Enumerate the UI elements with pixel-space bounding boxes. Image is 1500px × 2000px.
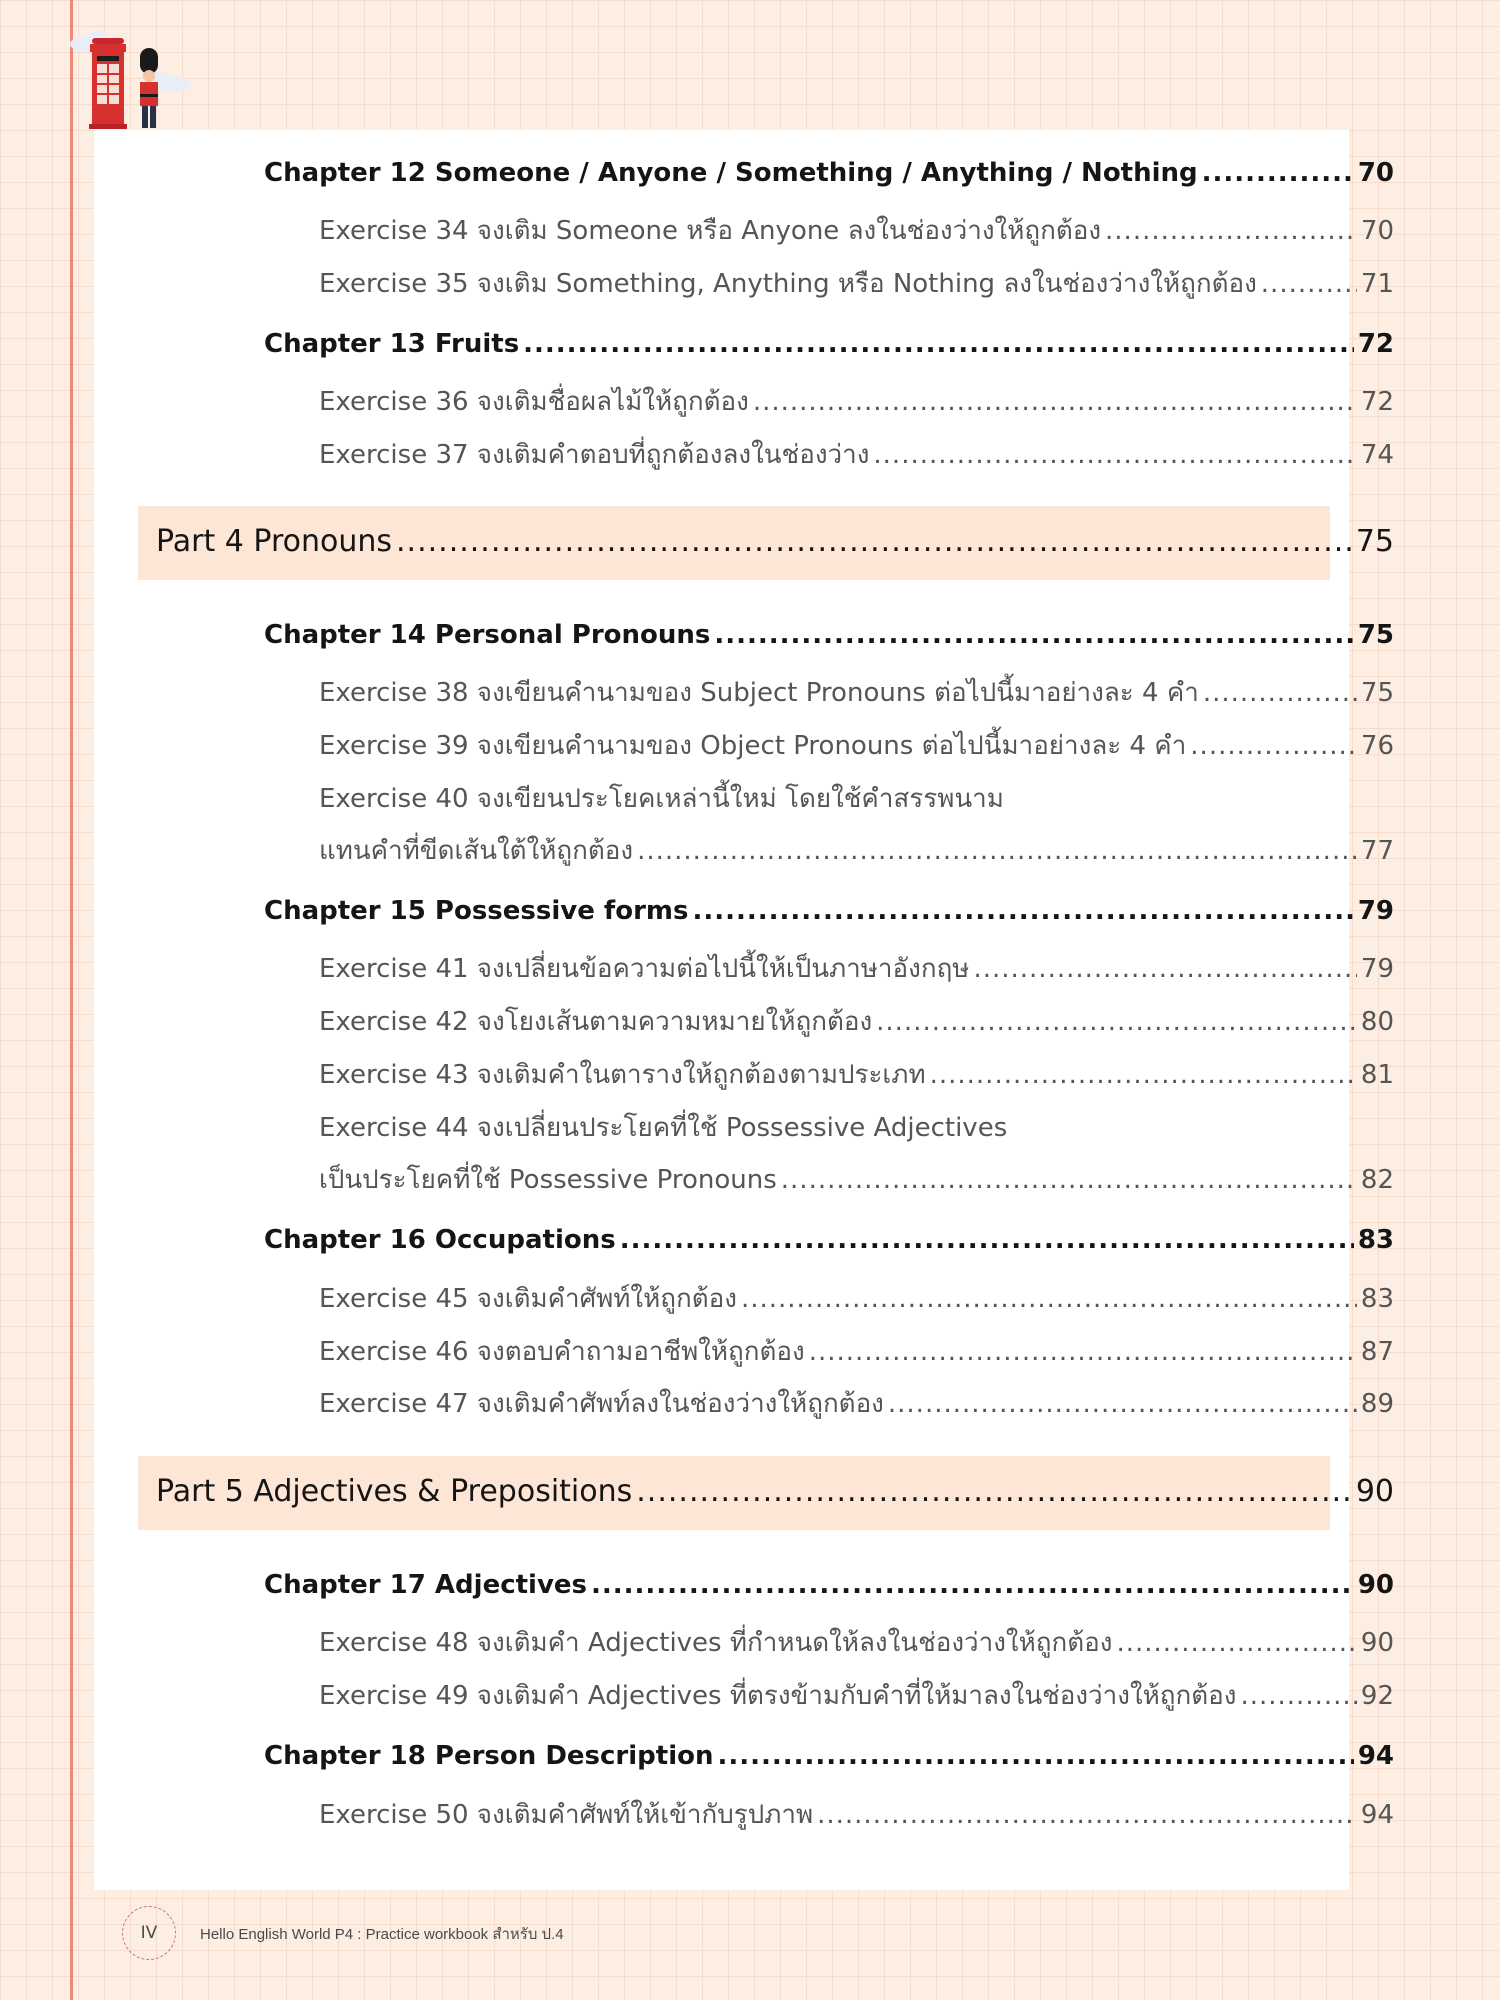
toc-exercise-42[interactable] (319, 1001, 1394, 1042)
dot-leader (741, 1284, 1357, 1314)
entry-label: Exercise 46 จงตอบคำถามอาชีพให้ถูกต้อง (319, 1337, 805, 1367)
dot-leader (1261, 269, 1357, 299)
dot-leader (753, 387, 1357, 417)
toc-exercise-46[interactable] (319, 1331, 1394, 1372)
toc-exercise-43[interactable] (319, 1054, 1394, 1095)
dot-leader (930, 1060, 1357, 1090)
toc-part-4[interactable] (156, 524, 1394, 559)
dot-leader (591, 1570, 1354, 1600)
entry-page-number: 92 (1360, 1681, 1394, 1711)
part-label: Part 4 Pronouns (156, 524, 393, 559)
dot-leader (620, 1225, 1354, 1255)
entry-page-number: 83 (1360, 1284, 1394, 1314)
entry-label: Exercise 43 จงเติมคำในตารางให้ถูกต้องตามประเภท (319, 1060, 926, 1090)
toc-chapter-17[interactable] (264, 1570, 1394, 1600)
dot-leader (637, 836, 1357, 866)
dot-leader (1105, 216, 1357, 246)
entry-label: Chapter 17 Adjectives (264, 1570, 588, 1600)
dot-leader (888, 1389, 1357, 1419)
dot-leader (396, 524, 1352, 559)
entry-page-number: 90 (1360, 1628, 1394, 1658)
dot-leader (692, 896, 1353, 926)
toc-exercise-39[interactable] (319, 725, 1394, 766)
toc-exercise-41[interactable] (319, 948, 1394, 989)
dot-leader (636, 1474, 1352, 1509)
entry-page-number: 90 (1357, 1570, 1394, 1600)
toc-chapter-14[interactable] (264, 620, 1394, 650)
entry-label: Exercise 42 จงโยงเส้นตามความหมายให้ถูกต้อง (319, 1007, 873, 1037)
entry-label: Chapter 14 Personal Pronouns (264, 620, 711, 650)
toc-exercise-40-line-1: Exercise 40 จงเขียนประโยคเหล่านี้ใหม่ โดยใช้คำสรรพนาม (319, 784, 1004, 814)
entry-label: Chapter 13 Fruits (264, 329, 520, 359)
dot-leader (1190, 731, 1357, 761)
entry-label: Chapter 12 Someone / Anyone / Something / Anything / Nothing (264, 158, 1198, 188)
dot-leader (523, 329, 1354, 359)
toc-exercise-44[interactable] (319, 1159, 1394, 1200)
toc-exercise-44-line-1: Exercise 44 จงเปลี่ยนประโยคที่ใช้ Possessive Adjectives (319, 1113, 1008, 1143)
toc-chapter-13[interactable] (264, 329, 1394, 359)
footer-book-title: Hello English World P4 : Practice workbook สำหรับ ป.4 (200, 1926, 564, 1943)
toc-exercise-47[interactable] (319, 1383, 1394, 1424)
dot-leader (973, 954, 1356, 984)
part-page-number: 75 (1355, 524, 1394, 559)
entry-label: เป็นประโยคที่ใช้ Possessive Pronouns (319, 1165, 777, 1195)
entry-page-number: 79 (1357, 896, 1394, 926)
entry-label: Exercise 37 จงเติมคำตอบที่ถูกต้องลงในช่องว่าง (319, 440, 870, 470)
entry-page-number: 94 (1357, 1741, 1394, 1771)
entry-page-number: 82 (1360, 1165, 1394, 1195)
notebook-margin-line (70, 0, 73, 2000)
entry-label: Exercise 47 จงเติมคำศัพท์ลงในช่องว่างให้ถูกต้อง (319, 1389, 884, 1419)
entry-label: แทนคำที่ขีดเส้นใต้ให้ถูกต้อง (319, 836, 634, 866)
toc-exercise-37[interactable] (319, 434, 1394, 475)
entry-label: Exercise 41 จงเปลี่ยนข้อความต่อไปนี้ให้เป็นภาษาอังกฤษ (319, 954, 970, 984)
toc-exercise-36[interactable] (319, 381, 1394, 422)
entry-page-number: 71 (1360, 269, 1394, 299)
dot-leader (714, 620, 1353, 650)
entry-page-number: 70 (1357, 158, 1394, 188)
entry-label: Chapter 18 Person Description (264, 1741, 714, 1771)
entry-label: Exercise 49 จงเติมคำ Adjectives ที่ตรงข้ามกับคำที่ให้มาลงในช่องว่างให้ถูกต้อง (319, 1681, 1237, 1711)
toc-sheet (94, 130, 1394, 1890)
toc-exercise-34[interactable] (319, 210, 1394, 251)
toc-chapter-15[interactable] (264, 896, 1394, 926)
part-label: Part 5 Adjectives & Prepositions (156, 1474, 633, 1509)
london-phone-box-guard-logo (64, 26, 196, 132)
entry-page-number: 83 (1357, 1225, 1394, 1255)
entry-label: Exercise 34 จงเติม Someone หรือ Anyone ลงในช่องว่างให้ถูกต้อง (319, 216, 1102, 246)
toc-exercise-38[interactable] (319, 672, 1394, 713)
entry-page-number: 77 (1360, 836, 1394, 866)
entry-label: Exercise 45 จงเติมคำศัพท์ให้ถูกต้อง (319, 1284, 737, 1314)
dot-leader (1203, 678, 1357, 708)
entry-page-number: 75 (1357, 620, 1394, 650)
toc-chapter-12[interactable] (264, 158, 1394, 188)
entry-page-number: 94 (1360, 1800, 1394, 1830)
entry-page-number: 76 (1360, 731, 1394, 761)
entry-page-number: 81 (1360, 1060, 1394, 1090)
entry-label: Chapter 16 Occupations (264, 1225, 616, 1255)
entry-page-number: 75 (1360, 678, 1394, 708)
entry-page-number: 89 (1360, 1389, 1394, 1419)
entry-label: Exercise 39 จงเขียนคำนามของ Object Pronouns ต่อไปนี้มาอย่างละ 4 คำ (319, 731, 1187, 761)
dot-leader (873, 440, 1357, 470)
toc-exercise-48[interactable] (319, 1622, 1394, 1663)
entry-page-number: 74 (1360, 440, 1394, 470)
toc-exercise-49[interactable] (319, 1675, 1394, 1716)
dot-leader (876, 1007, 1357, 1037)
entry-page-number: 87 (1360, 1337, 1394, 1367)
entry-page-number: 80 (1360, 1007, 1394, 1037)
toc-chapter-16[interactable] (264, 1225, 1394, 1255)
toc-chapter-18[interactable] (264, 1741, 1394, 1771)
part-page-number: 90 (1355, 1474, 1394, 1509)
entry-page-number: 72 (1360, 387, 1394, 417)
toc-exercise-45[interactable] (319, 1278, 1394, 1319)
entry-label: Exercise 38 จงเขียนคำนามของ Subject Pronouns ต่อไปนี้มาอย่างละ 4 คำ (319, 678, 1199, 708)
toc-part-5[interactable] (156, 1474, 1394, 1509)
entry-label: Chapter 15 Possessive forms (264, 896, 689, 926)
toc-exercise-35[interactable] (319, 263, 1394, 304)
toc-exercise-50[interactable] (319, 1794, 1394, 1835)
dot-leader (817, 1800, 1357, 1830)
entry-page-number: 79 (1360, 954, 1394, 984)
dot-leader (718, 1741, 1354, 1771)
dot-leader (1202, 158, 1354, 188)
page-number-badge: IV (122, 1906, 176, 1960)
toc-exercise-40[interactable] (319, 830, 1394, 871)
entry-page-number: 70 (1360, 216, 1394, 246)
entry-label: Exercise 48 จงเติมคำ Adjectives ที่กำหนดให้ลงในช่องว่างให้ถูกต้อง (319, 1628, 1113, 1658)
dot-leader (809, 1337, 1357, 1367)
dot-leader (781, 1165, 1357, 1195)
dot-leader (1116, 1628, 1356, 1658)
entry-label: Exercise 35 จงเติม Something, Anything หรือ Nothing ลงในช่องว่างให้ถูกต้อง (319, 269, 1257, 299)
dot-leader (1240, 1681, 1356, 1711)
entry-label: Exercise 36 จงเติมชื่อผลไม้ให้ถูกต้อง (319, 387, 749, 417)
entry-label: Exercise 50 จงเติมคำศัพท์ให้เข้ากับรูปภาพ (319, 1800, 814, 1830)
entry-page-number: 72 (1357, 329, 1394, 359)
